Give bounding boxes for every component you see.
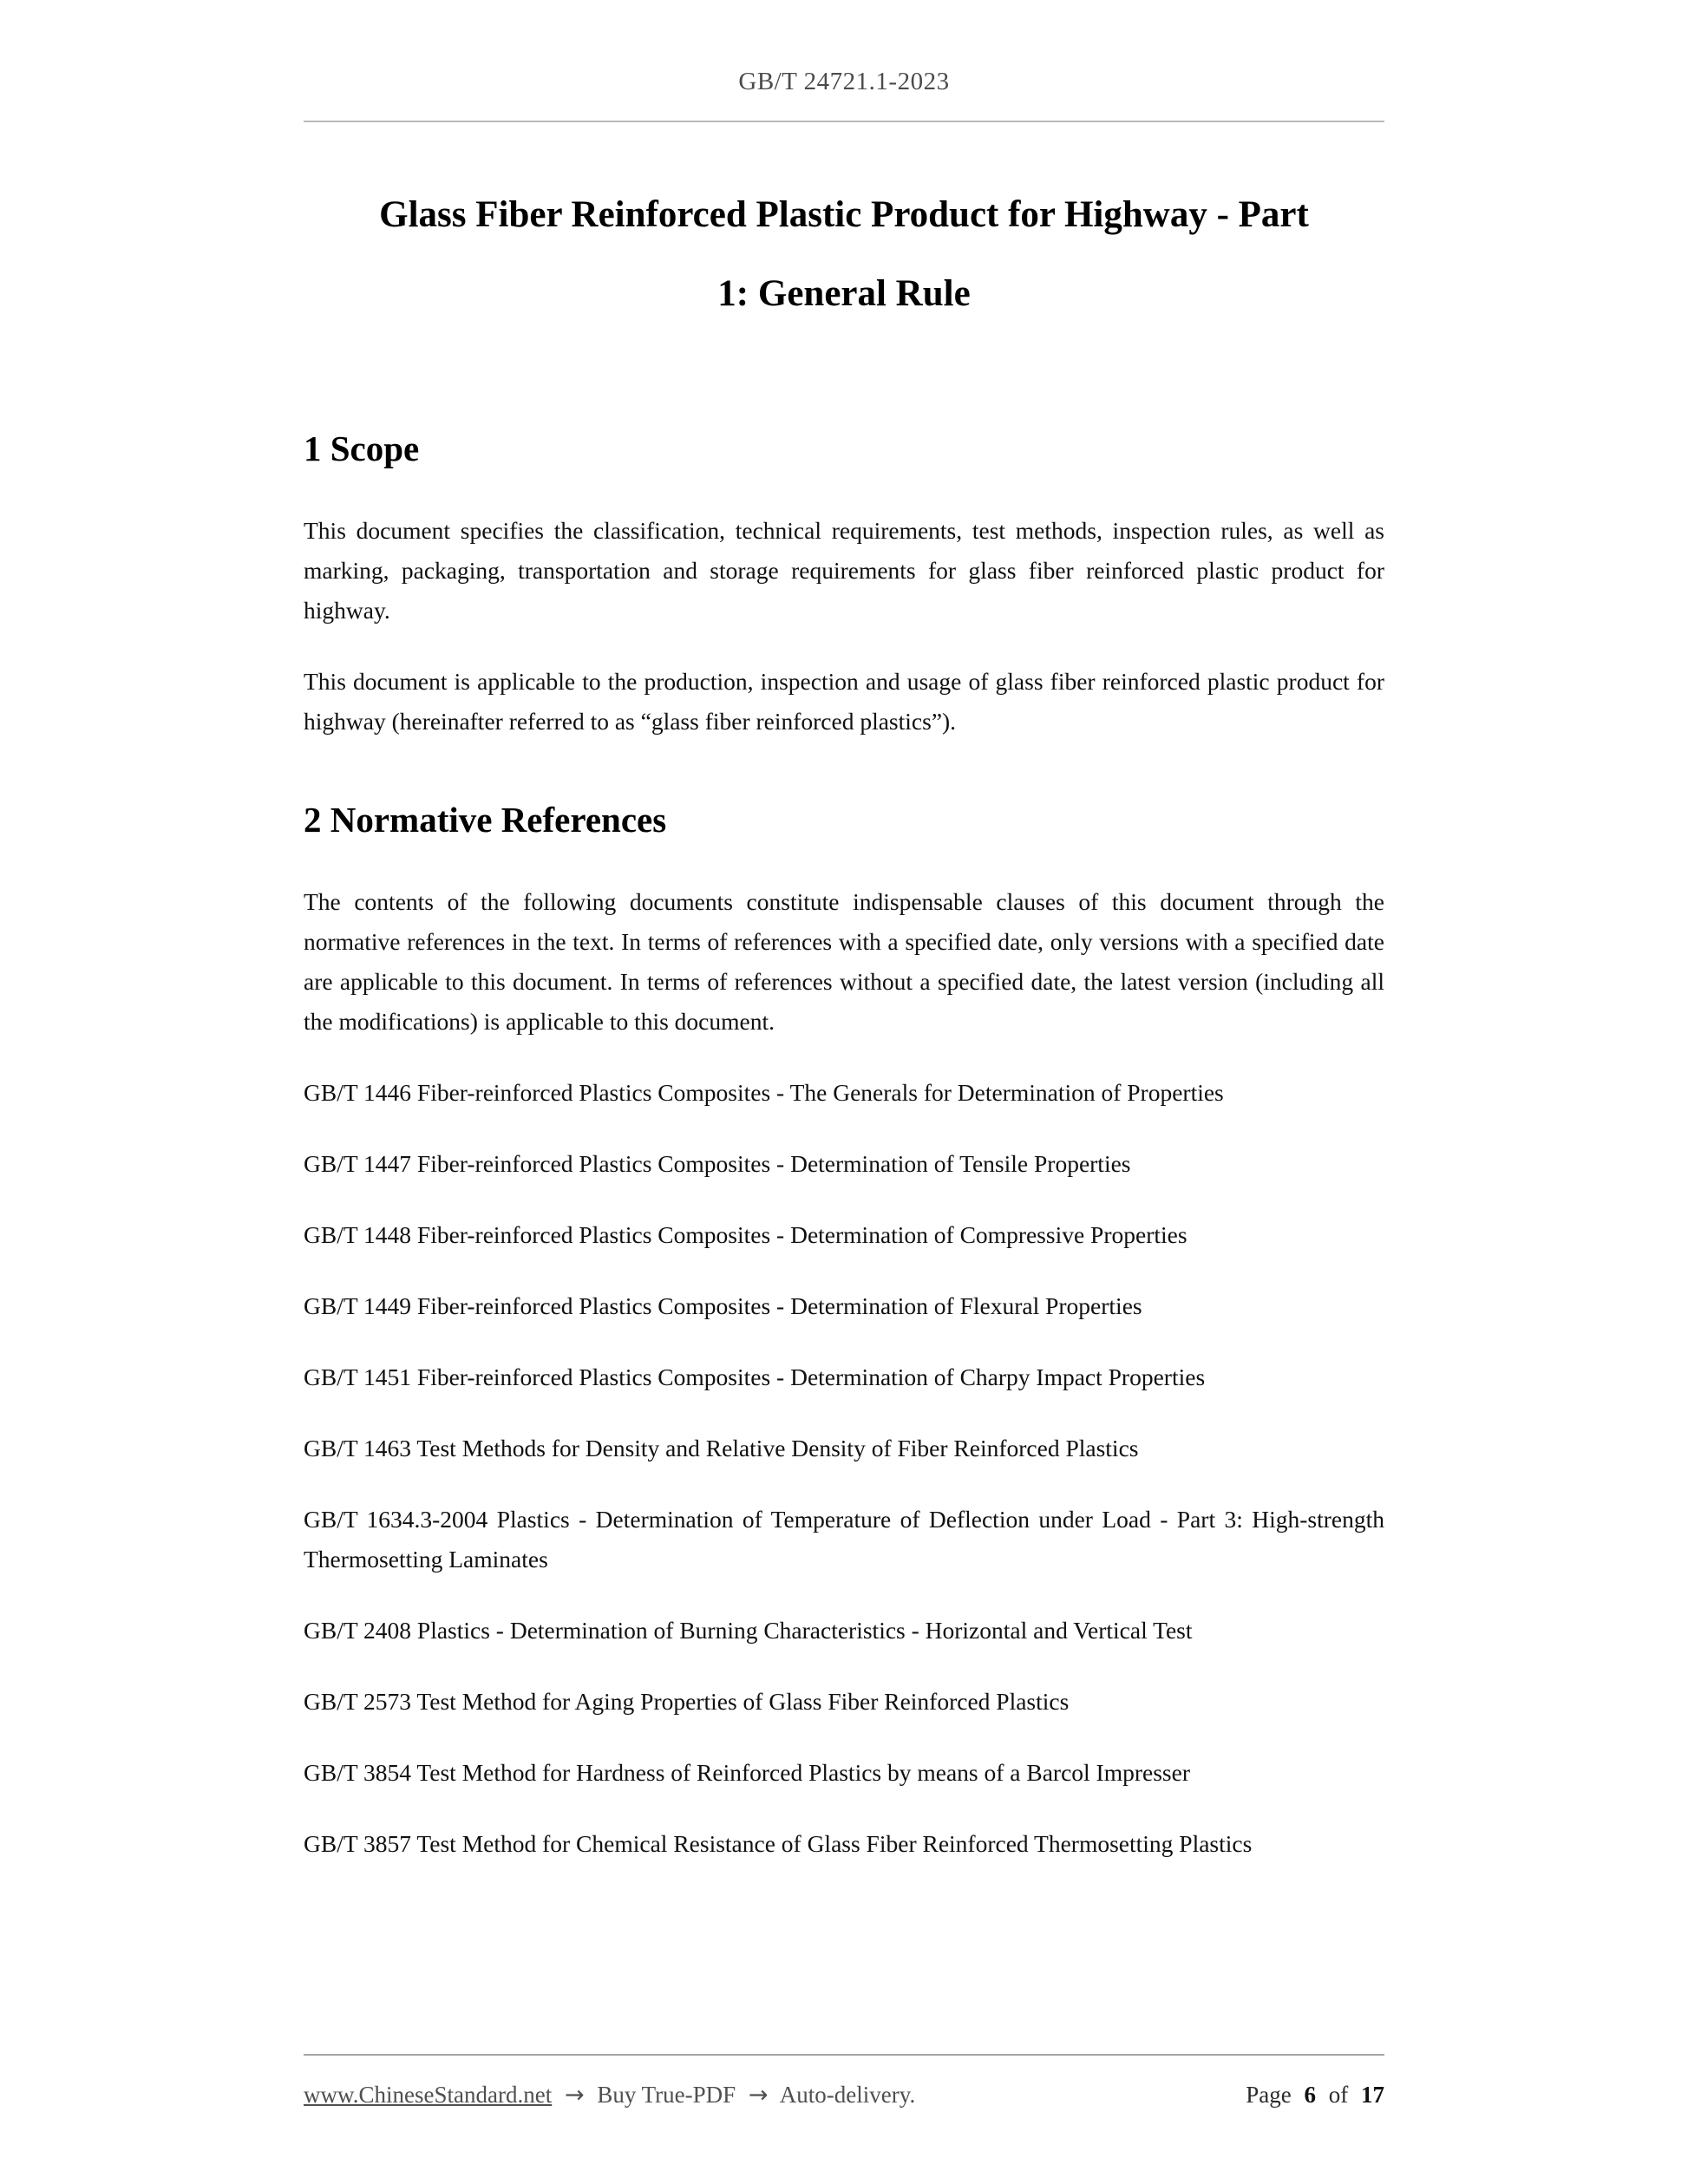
section-heading-scope: 1 Scope [304,428,420,468]
reference-item: GB/T 3854 Test Method for Hardness of Reinforced Plastics by means of a Barcol Impresser [304,1759,1190,1786]
reference-item: GB/T 1451 Fiber-reinforced Plastics Composites - Determination of Charpy Impact Properties [304,1363,1206,1390]
page-indicator [1246,2082,1384,2109]
title-line-1: Glass Fiber Reinforced Plastic Product for Highway - Part [379,194,1309,235]
page-footer [304,2054,1384,2109]
reference-item: GB/T 1446 Fiber-reinforced Plastics Composites - The Generals for Determination of Properties [304,1079,1224,1106]
section-heading-normative-references: 2 Normative References [304,800,667,840]
document-title [304,193,1384,315]
scope-paragraph-2: This document is applicable to the production, inspection and usage of glass fiber reinforced plastic product for highway (hereinafter referred to as “glass fiber reinforced plastics”). [304,668,1384,735]
reference-item: GB/T 1449 Fiber-reinforced Plastics Composites - Determination of Flexural Properties [304,1292,1142,1319]
arrow-right-icon: → [564,2082,585,2109]
title-line-2: 1: General Rule [717,273,971,314]
page-content [304,0,1384,1864]
arrow-right-icon: → [748,2082,769,2109]
running-header: GB/T 24721.1-2023 [738,68,950,95]
of-label: of [1328,2082,1349,2108]
page-label: Page [1246,2082,1292,2108]
page-number: 6 [1304,2082,1316,2108]
reference-item: GB/T 2573 Test Method for Aging Properties of Glass Fiber Reinforced Plastics [304,1688,1070,1715]
footer-site-link[interactable]: www.ChineseStandard.net [304,2082,553,2108]
footer-promo [304,2082,915,2109]
header-divider [304,121,1384,122]
reference-item: GB/T 1448 Fiber-reinforced Plastics Composites - Determination of Compressive Properties [304,1221,1187,1248]
reference-item: GB/T 1447 Fiber-reinforced Plastics Composites - Determination of Tensile Properties [304,1150,1131,1177]
reference-item: GB/T 1463 Test Methods for Density and Relative Density of Fiber Reinforced Plastics [304,1435,1139,1461]
normative-intro-paragraph: The contents of the following documents constitute indispensable clauses of this document through the normative references in the text. In terms of references with a specified date, only versions with a specified date are applicable to this document. In terms of references without a specified date, the latest version (including all the modifications) is applicable to this document. [304,888,1384,1035]
reference-item: GB/T 2408 Plastics - Determination of Burning Characteristics - Horizontal and Vertical Test [304,1617,1193,1644]
footer-buy-text: Buy True-PDF [597,2082,736,2108]
reference-item: GB/T 3857 Test Method for Chemical Resistance of Glass Fiber Reinforced Thermosetting Plastics [304,1830,1253,1857]
footer-delivery-text: Auto-delivery. [779,2082,916,2108]
page-total: 17 [1361,2082,1384,2108]
reference-item: GB/T 1634.3-2004 Plastics - Determination of Temperature of Deflection under Load - Part 3: High-strength Thermosetting Laminates [304,1506,1384,1573]
scope-paragraph-1: This document specifies the classification, technical requirements, test methods, inspection rules, as well as marking, packaging, transportation and storage requirements for glass fiber reinforced plastic product for highway. [304,517,1384,624]
